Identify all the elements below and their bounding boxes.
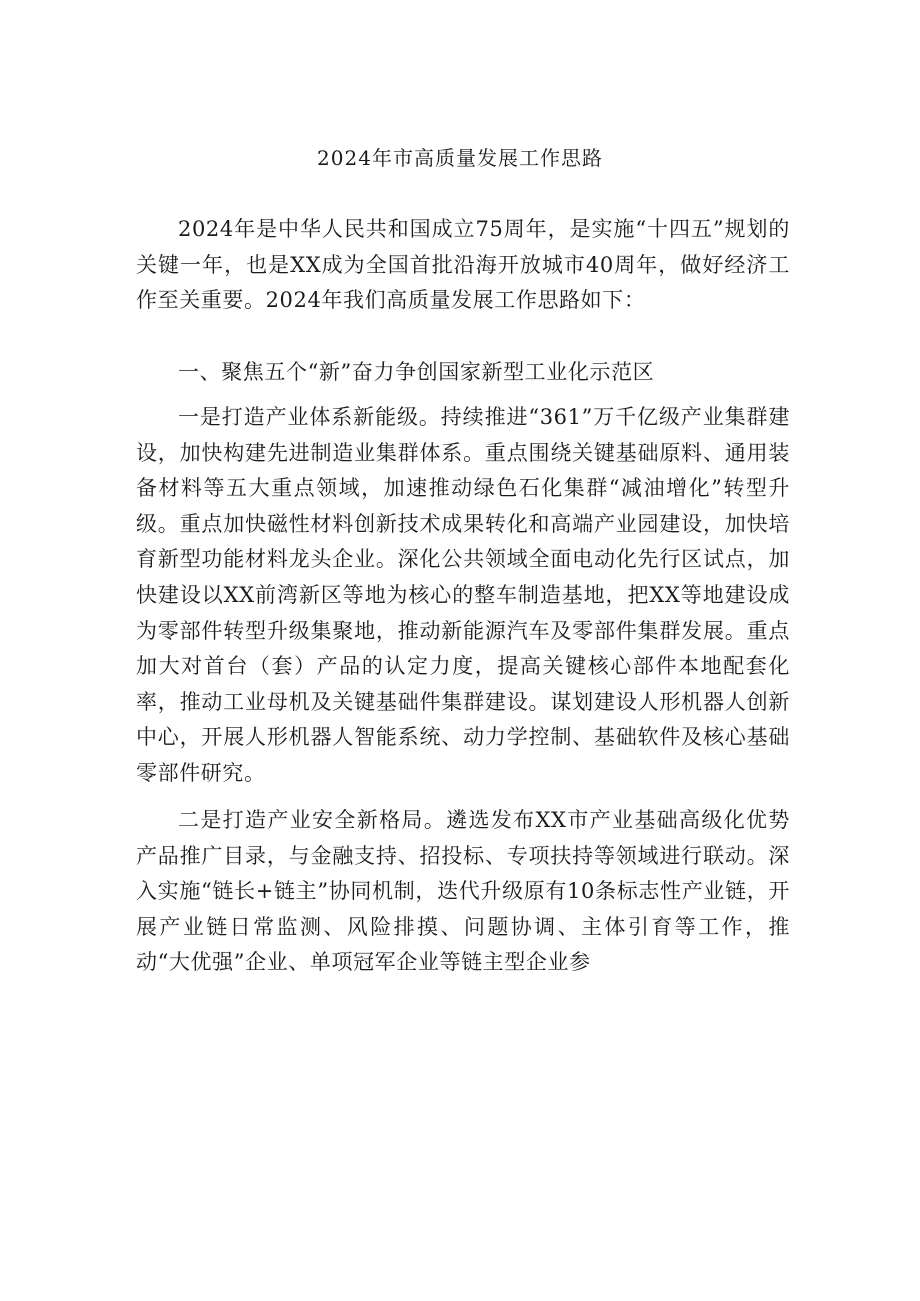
- point-2-paragraph: 二是打造产业安全新格局。遴选发布XX市产业基础高级化优势产品推广目录，与金融支持、招投标、专项扶持等领域进行联动。深入实施“链长+链主”协同机制，迭代升级原有10条标志性产业链，开展产业链日常监测、风险排摸、问题协调、主体引育等工作，推动“大优强”企业、单项冠军企业等链主型企业参: [136, 808, 790, 975]
- document-title: 2024年市高质量发展工作思路: [317, 146, 603, 170]
- point-1-paragraph: 一是打造产业体系新能级。持续推进“361”万千亿级产业集群建设，加快构建先进制造业集群体系。重点围绕关键基础原料、通用装备材料等五大重点领域，加速推动绿色石化集群“减油增化”转型升级。重点加快磁性材料创新技术成果转化和高端产业园建设，加快培育新型功能材料龙头企业。深化公共领域全面电动化先行区试点，加快建设以XX前湾新区等地为核心的整车制造基地，把XX等地建设成为零部件转型升级集聚地，推动新能源汽车及零部件集群发展。重点加大对首台（套）产品的认定力度，提高关键核心部件本地配套化率，推动工业母机及关键基础件集群建设。谋划建设人形机器人创新中心，开展人形机器人智能系统、动力学控制、基础软件及核心基础零部件研究。: [136, 405, 790, 785]
- intro-paragraph: 2024年是中华人民共和国成立75周年，是实施“十四五”规划的关键一年，也是XX成为全国首批沿海开放城市40周年，做好经济工作至关重要。2024年我们高质量发展工作思路如下：: [136, 217, 790, 313]
- section-heading-1: 一、聚焦五个“新”奋力争创国家新型工业化示范区: [178, 360, 655, 384]
